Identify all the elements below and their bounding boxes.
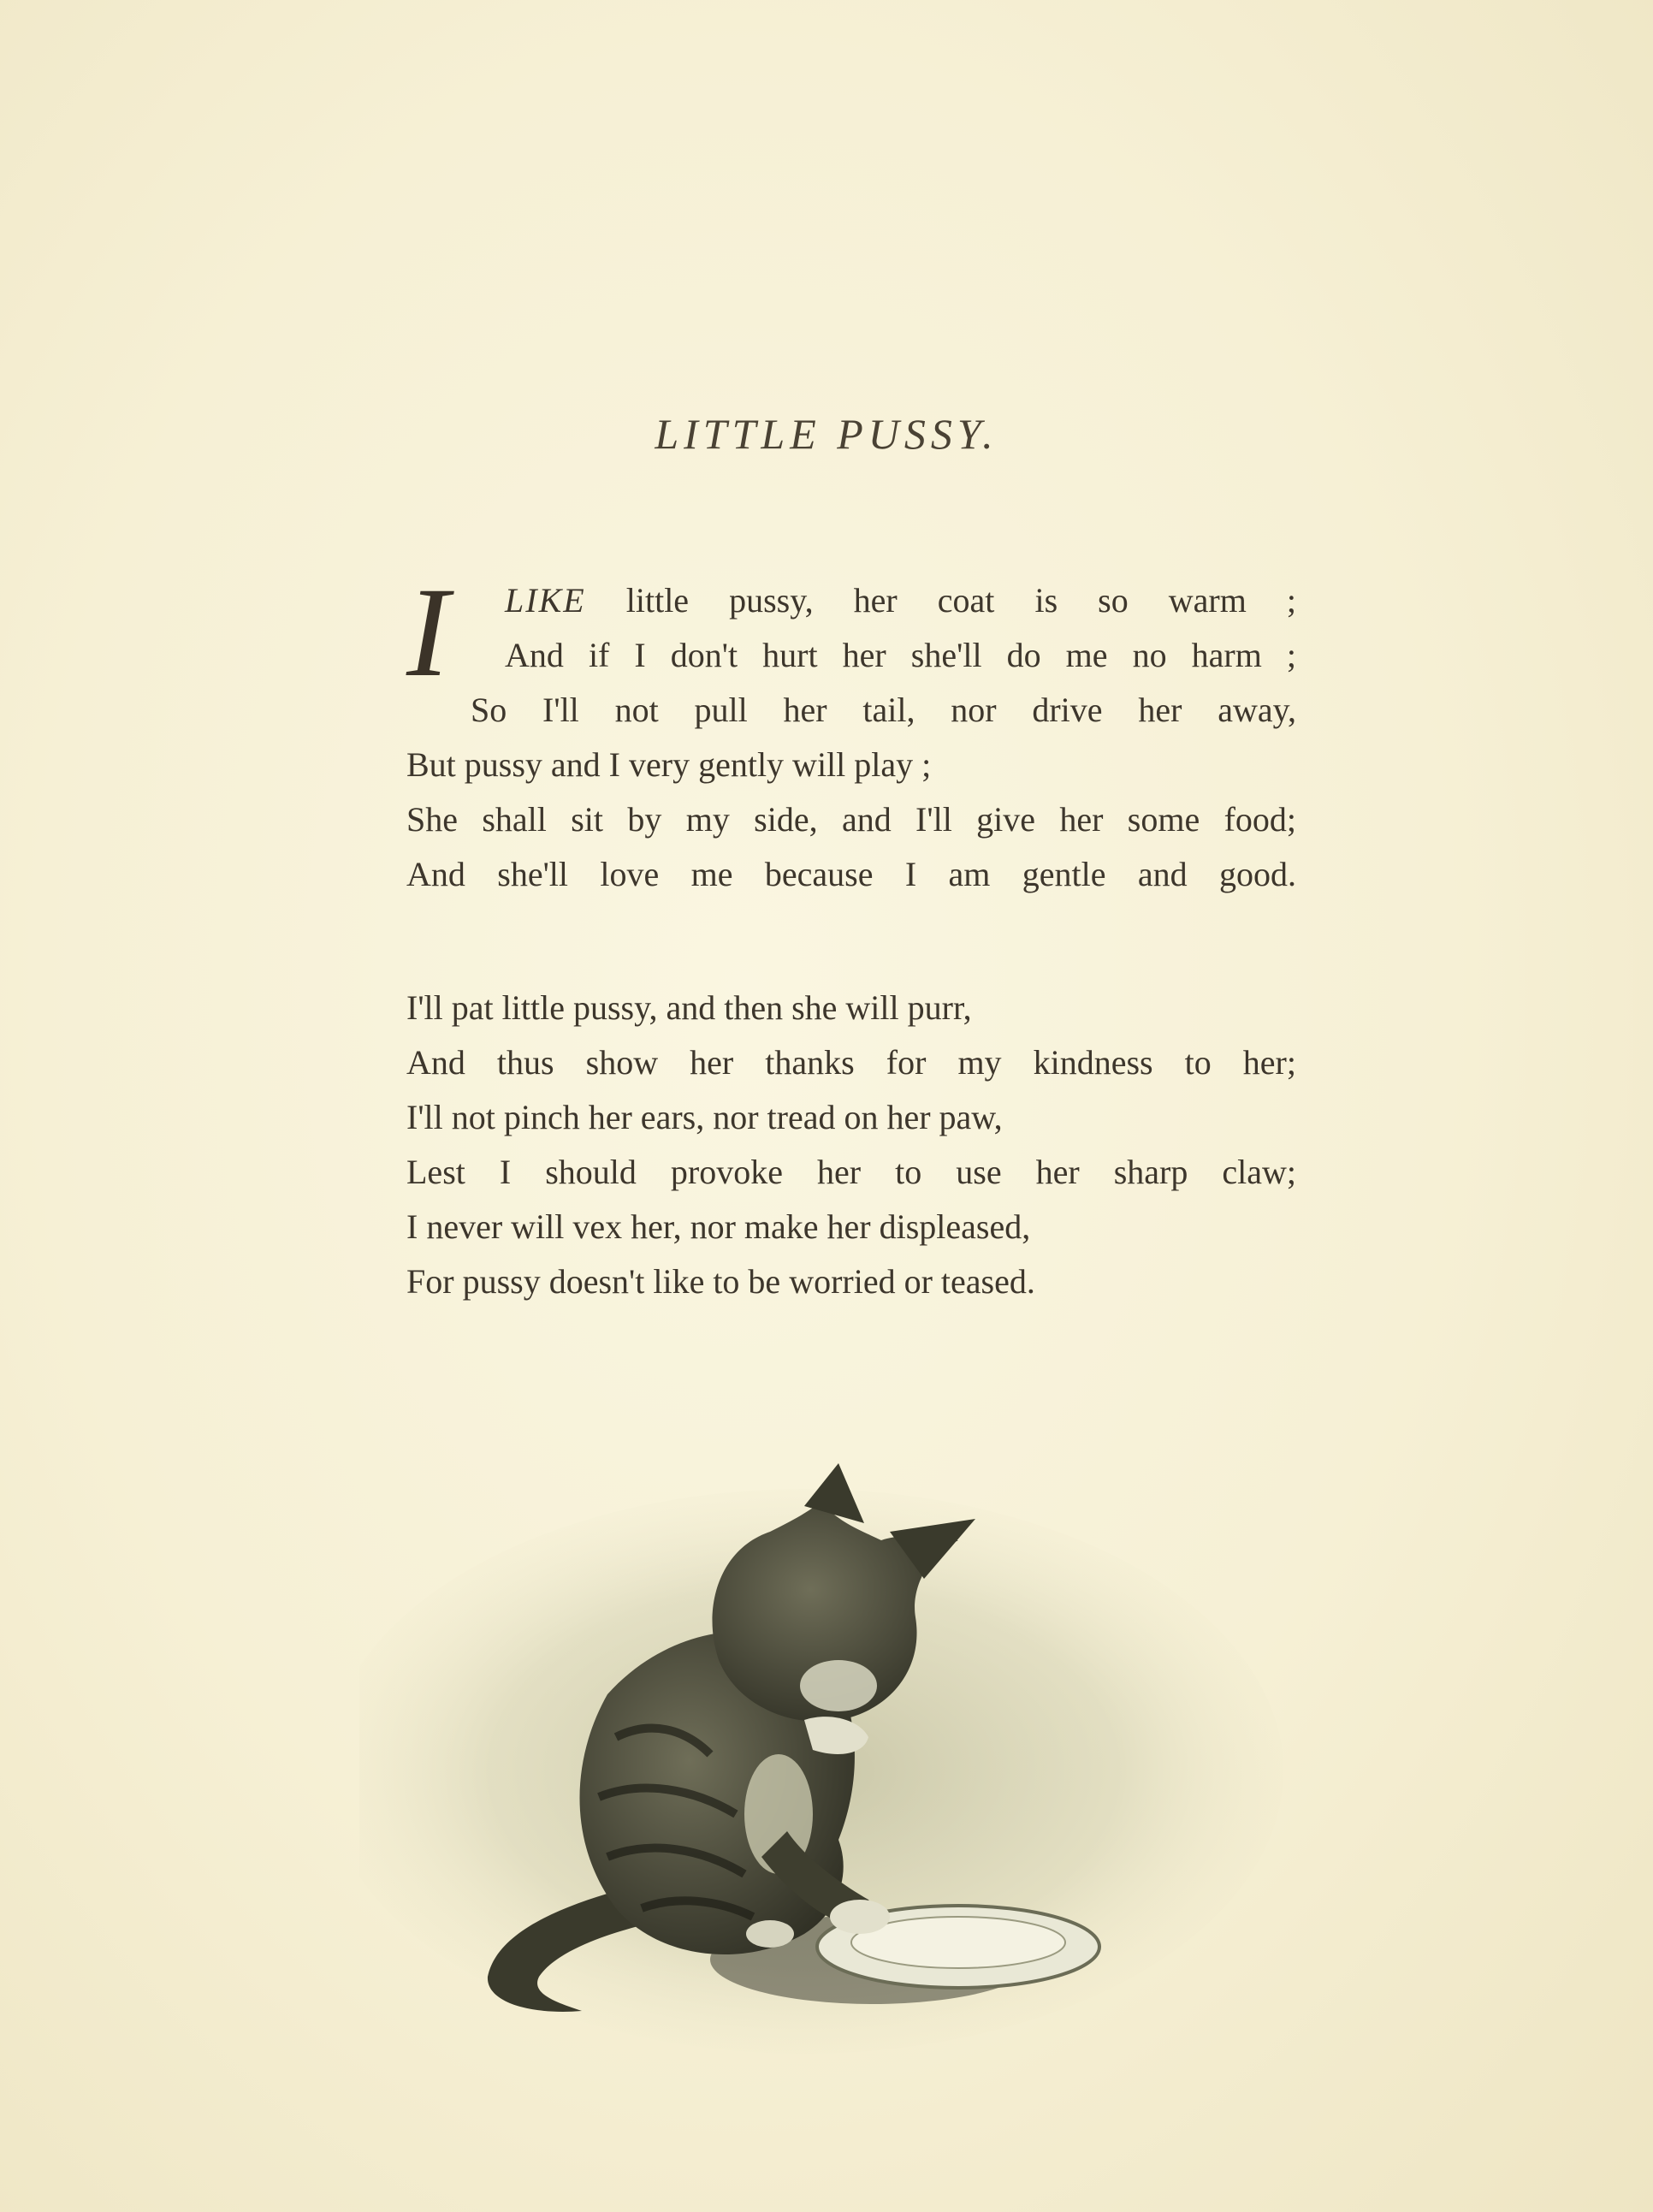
stanza-2-line-3: I'll not pinch her ears, nor tread on her paw, xyxy=(406,1098,1003,1136)
stanza-2-line-2: And thus show her thanks for my kindness to her; xyxy=(406,1043,1296,1082)
stanza-1-line-4: But pussy and I very gently will play ; xyxy=(406,745,932,784)
drop-cap: I xyxy=(406,561,449,703)
stanza-1-line-3: So I'll not pull her tail, nor drive her away, xyxy=(471,691,1296,729)
stanza-1-line-2: And if I don't hurt her she'll do me no harm ; xyxy=(505,636,1296,674)
kitten-paw-back xyxy=(746,1920,794,1948)
stanza-2-line-6: For pussy doesn't like to be worried or teased. xyxy=(406,1262,1035,1301)
stanza-2-line-1: I'll pat little pussy, and then she will purr, xyxy=(406,988,972,1027)
line-1-rest: little pussy, her coat is so warm ; xyxy=(625,581,1297,620)
stanza-2-line-5: I never will vex her, nor make her displeased, xyxy=(406,1207,1031,1246)
kitten-paw-front xyxy=(830,1900,890,1934)
first-word: LIKE xyxy=(505,581,586,620)
stanza-2 xyxy=(406,981,1296,1309)
kitten-illustration xyxy=(359,1412,1300,2062)
kitten-muzzle xyxy=(800,1660,877,1711)
stanza-1 xyxy=(406,561,1297,902)
poem-title: LITTLE PUSSY. xyxy=(655,410,998,458)
stanza-1-line-5: She shall sit by my side, and I'll give her some food; xyxy=(406,800,1296,839)
stanza-1-line-1 xyxy=(406,573,1296,628)
stanza-2-line-4: Lest I should provoke her to use her sharp claw; xyxy=(406,1153,1296,1191)
stanza-1-line-6: And she'll love me because I am gentle and good. xyxy=(406,855,1296,893)
